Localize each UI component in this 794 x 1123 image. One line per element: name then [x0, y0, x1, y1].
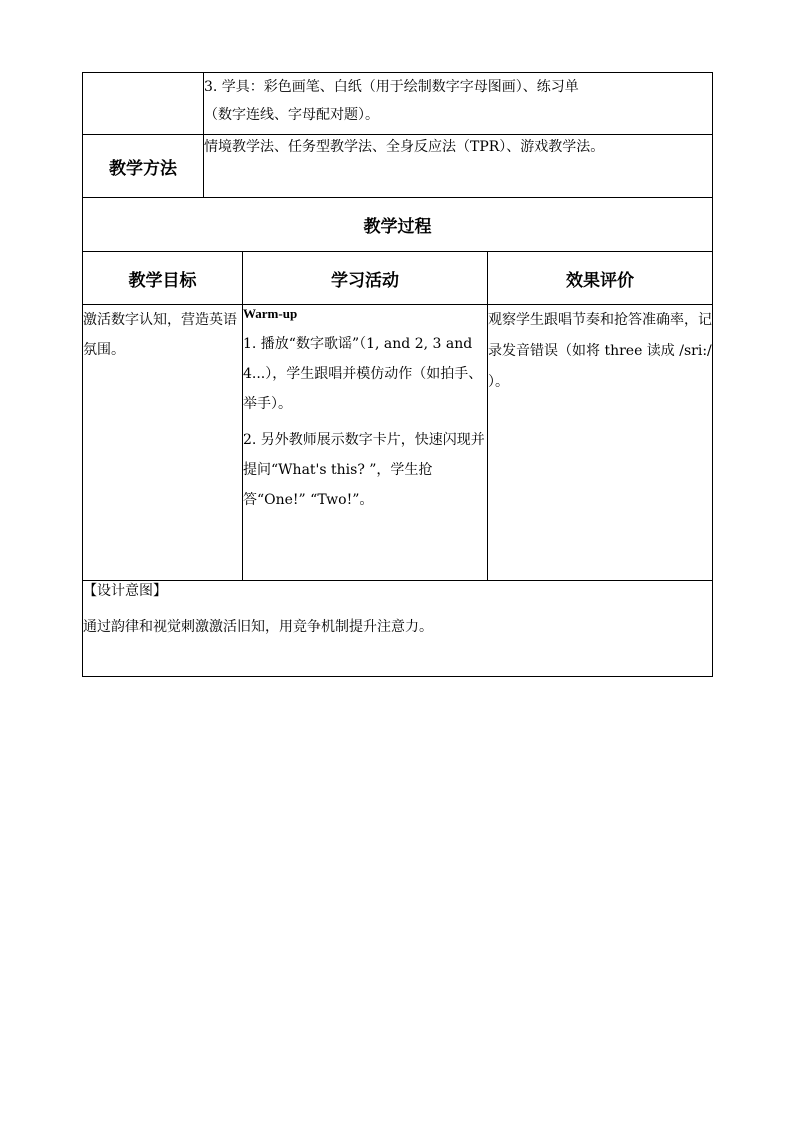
evaluation-cell: 观察学生跟唱节奏和抢答准确率，记录发音错误（如将 three 读成 /sri:/ ）。: [488, 305, 713, 581]
header-activity: 学习活动: [243, 252, 488, 305]
materials-line-2: （数字连线、字母配对题）。: [204, 107, 379, 123]
goal-cell: 激活数字认知，营造英语氛围。: [83, 305, 243, 581]
activity-cell: [243, 305, 488, 581]
header-evaluation: 效果评价: [488, 252, 713, 305]
materials-line-1: 3. 学具：彩色画笔、白纸（用于绘制数字字母图画）、练习单: [204, 79, 579, 95]
materials-cell: [204, 73, 713, 135]
lesson-info-table: [82, 72, 713, 198]
design-row: [83, 581, 713, 677]
warmup-row: [83, 305, 713, 581]
design-heading: 【设计意图】: [83, 583, 167, 599]
design-cell: [83, 581, 713, 677]
activity-item-1: 1. 播放“数字歌谣”（1, and 2, 3 and 4...），学生跟唱并模仿动作（如拍手、举手）。: [243, 336, 483, 412]
method-row: [83, 135, 713, 198]
materials-label-cell: [83, 73, 204, 135]
method-text: 情境教学法、任务型教学法、全身反应法（TPR）、游戏教学法。: [204, 135, 713, 198]
process-title: 教学过程: [83, 198, 713, 252]
teaching-process-table: [82, 197, 713, 677]
process-title-row: [83, 198, 713, 252]
header-row: [83, 252, 713, 305]
activity-item-2: 2. 另外教师展示数字卡片，快速闪现并提问“What's this? ”，学生抢答“One!” “Two!”。: [243, 432, 485, 508]
method-label: 教学方法: [83, 135, 204, 198]
materials-row: [83, 73, 713, 135]
activity-title: Warm-up: [243, 306, 298, 321]
header-goal: 教学目标: [83, 252, 243, 305]
design-text: 通过韵律和视觉刺激激活旧知，用竞争机制提升注意力。: [83, 619, 433, 635]
